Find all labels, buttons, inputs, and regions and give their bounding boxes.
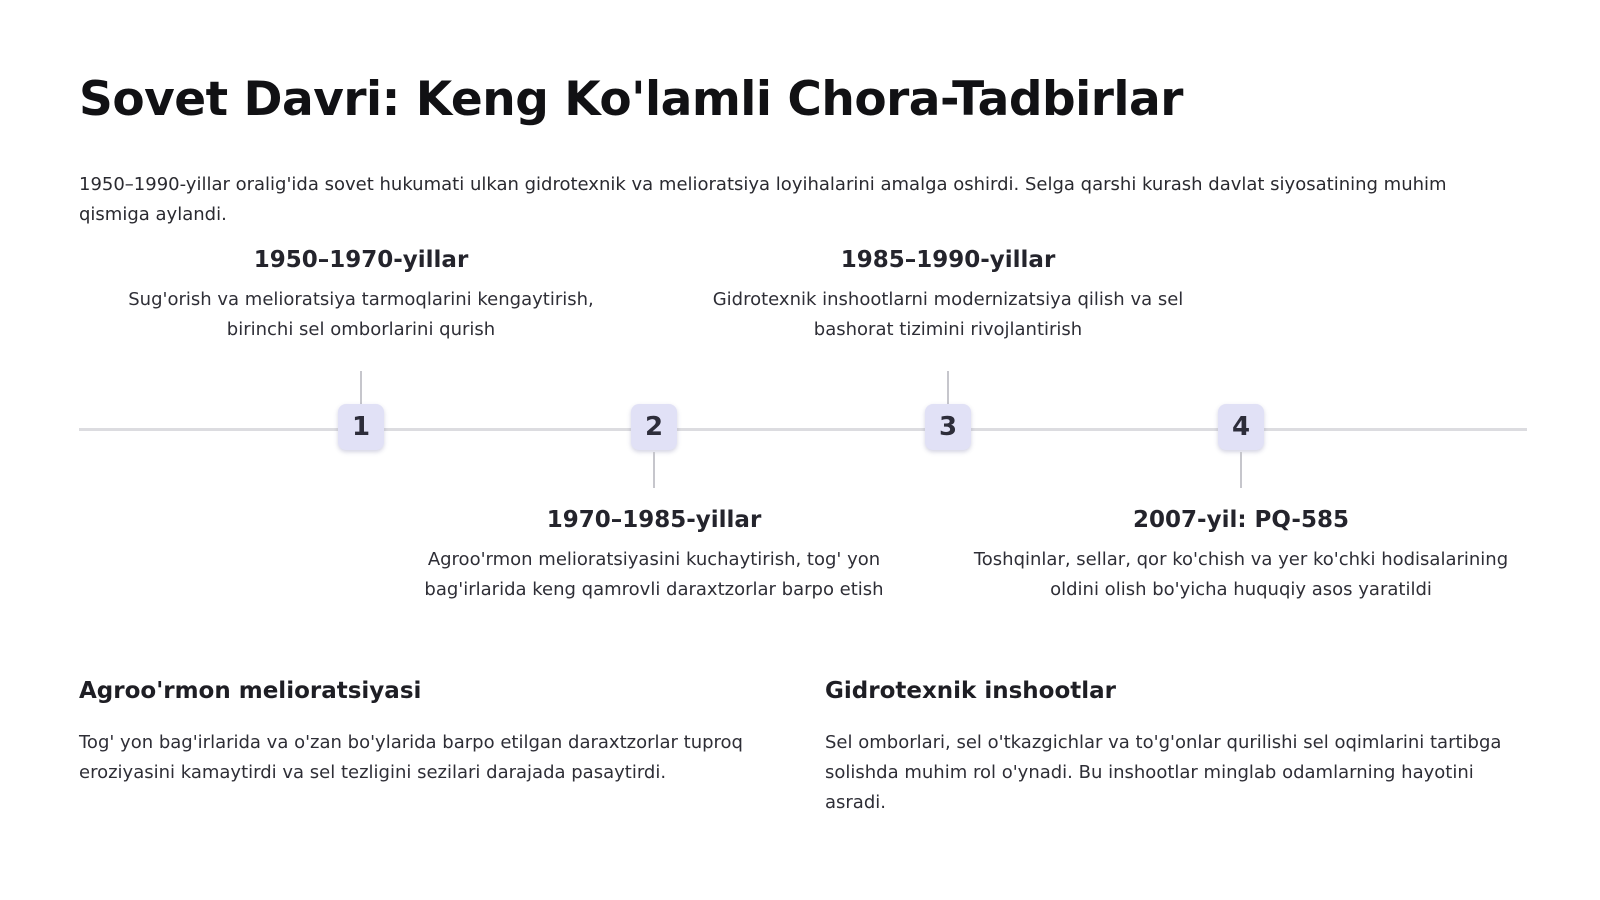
card-agroforestry-text: Tog' yon bag'irlarida va o'zan bo'ylarida barpo etilgan daraxtzorlar tuproq eroziyasini kamaytirdi va sel tezligini sezilari darajada pasaytirdi. xyxy=(79,732,743,783)
card-agroforestry-title: Agroo'rmon melioratsiyasi xyxy=(79,678,422,704)
milestone-2-event xyxy=(404,507,904,605)
milestone-3-connector xyxy=(947,371,949,407)
milestone-2-year: 1970–1985-yillar xyxy=(546,507,762,533)
milestone-4-event xyxy=(966,507,1516,605)
milestone-2-connector xyxy=(653,452,655,488)
milestone-3-description: Gidrotexnik inshootlarni modernizatsiya qilish va sel bashorat tizimini rivojlantirish xyxy=(712,289,1184,340)
milestone-2-description: Agroo'rmon melioratsiyasini kuchaytirish, tog' yon bag'irlarida keng qamrovli daraxtzorlar barpo etish xyxy=(424,549,884,600)
card-hydrotechnical-title: Gidrotexnik inshootlar xyxy=(825,678,1117,704)
milestone-1-year: 1950–1970-yillar xyxy=(253,247,469,273)
page-title: Sovet Davri: Keng Ko'lamli Chora-Tadbirlar xyxy=(79,72,1183,127)
milestone-4-marker: 4 xyxy=(1218,404,1264,450)
milestone-4-description: Toshqinlar, sellar, qor ko'chish va yer ko'chki hodisalarining oldini olish bo'yicha huquqiy asos yaratildi xyxy=(973,549,1509,600)
milestone-3-marker: 3 xyxy=(925,404,971,450)
milestone-1-connector xyxy=(360,371,362,407)
milestone-4-year: 2007-yil: PQ-585 xyxy=(1133,507,1349,533)
milestone-3-year: 1985–1990-yillar xyxy=(840,247,1056,273)
milestone-1-description: Sug'orish va melioratsiya tarmoqlarini kengaytirish, birinchi sel omborlarini qurish xyxy=(128,289,594,340)
milestone-4-connector xyxy=(1240,452,1242,488)
timeline-line xyxy=(79,428,1527,431)
milestone-1-marker: 1 xyxy=(338,404,384,450)
intro-paragraph: 1950–1990-yillar oralig'ida sovet hukumati ulkan gidrotexnik va melioratsiya loyihalarini amalga oshirdi. Selga qarshi kurash davlat siyosatining muhim qismiga aylandi. xyxy=(79,174,1447,225)
milestone-3-event xyxy=(698,247,1198,345)
milestone-1-event xyxy=(111,247,611,345)
milestone-2-marker: 2 xyxy=(631,404,677,450)
card-hydrotechnical-text: Sel omborlari, sel o'tkazgichlar va to'g'onlar qurilishi sel oqimlarini tartibga solishda muhim rol o'ynadi. Bu inshootlar minglab odamlarning hayotini asradi. xyxy=(825,732,1502,813)
